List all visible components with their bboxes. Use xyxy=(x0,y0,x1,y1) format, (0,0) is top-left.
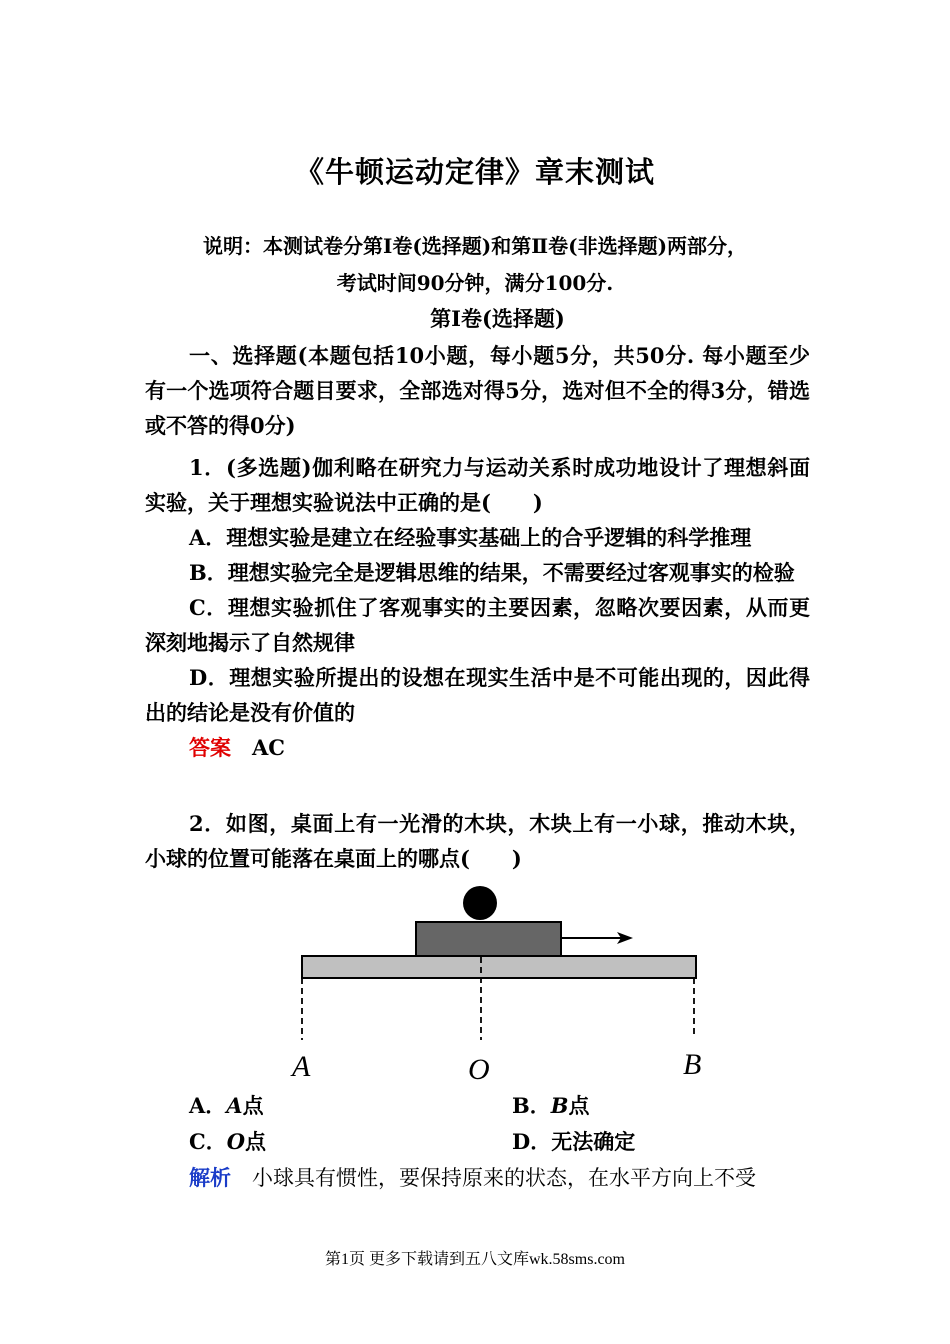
question-2-option-a: A．A点 xyxy=(189,1093,264,1118)
wooden-block xyxy=(416,922,561,956)
question-1 xyxy=(145,450,810,765)
page-footer: 第1页 更多下载请到五八文库wk.58sms.com xyxy=(324,1251,625,1268)
table-surface xyxy=(302,956,696,978)
question-1-stem: 1．(多选题)伽利略在研究力与运动关系时成功地设计了理想斜面实验，关于理想实验说法中正确的是( ) xyxy=(145,455,810,515)
point-label-a: A xyxy=(292,1050,311,1083)
question-2-analysis xyxy=(189,1160,809,1196)
section-instructions xyxy=(145,338,810,443)
answer-value: AC xyxy=(252,735,286,760)
question-1-answer xyxy=(145,730,810,765)
small-ball xyxy=(463,886,497,920)
analysis-label: 解析 xyxy=(189,1165,231,1190)
question-1-option-b: B．理想实验完全是逻辑思维的结果，不需要经过客观事实的检验 xyxy=(189,560,795,585)
analysis-text: 小球具有惯性，要保持原来的状态，在水平方向上不受 xyxy=(252,1166,756,1190)
question-1-option-d: D．理想实验所提出的设想在现实生活中是不可能出现的，因此得出的结论是没有价值的 xyxy=(145,665,810,725)
test-note-line-1: 说明：本测试卷分第Ⅰ卷(选择题)和第Ⅱ卷(非选择题)两部分， xyxy=(202,234,748,258)
answer-label: 答案 xyxy=(189,735,231,760)
table-block-diagram xyxy=(285,878,715,1088)
question-2-stem: 2．如图，桌面上有一光滑的木块，木块上有一小球，推动木块，小球的位置可能落在桌面上的哪点( ) xyxy=(145,811,810,871)
question-2-option-b: B．B点 xyxy=(512,1093,590,1118)
page-title: 《牛顿运动定律》章末测试 xyxy=(294,155,655,189)
question-2-option-c: C．O点 xyxy=(189,1129,267,1154)
section-instructions-text: 一、选择题(本题包括10小题，每小题5分，共50分. 每小题至少有一个选项符合题目要求，全部选对得5分，选对但不全的得3分，错选或不答的得0分) xyxy=(145,343,810,438)
question-2 xyxy=(145,806,810,876)
point-label-o: O xyxy=(468,1053,490,1086)
test-note-line-2: 考试时间90分钟，满分100分. xyxy=(336,271,614,295)
question-1-option-a: A．理想实验是建立在经验事实基础上的合乎逻辑的科学推理 xyxy=(189,525,752,550)
point-label-b: B xyxy=(683,1048,702,1081)
question-2-option-d: D．无法确定 xyxy=(512,1129,636,1154)
volume-title: 第Ⅰ卷(选择题) xyxy=(430,306,565,331)
question-1-option-c: C．理想实验抓住了客观事实的主要因素，忽略次要因素，从而更深刻地揭示了自然规律 xyxy=(145,595,810,655)
question-2-options xyxy=(189,1090,809,1162)
